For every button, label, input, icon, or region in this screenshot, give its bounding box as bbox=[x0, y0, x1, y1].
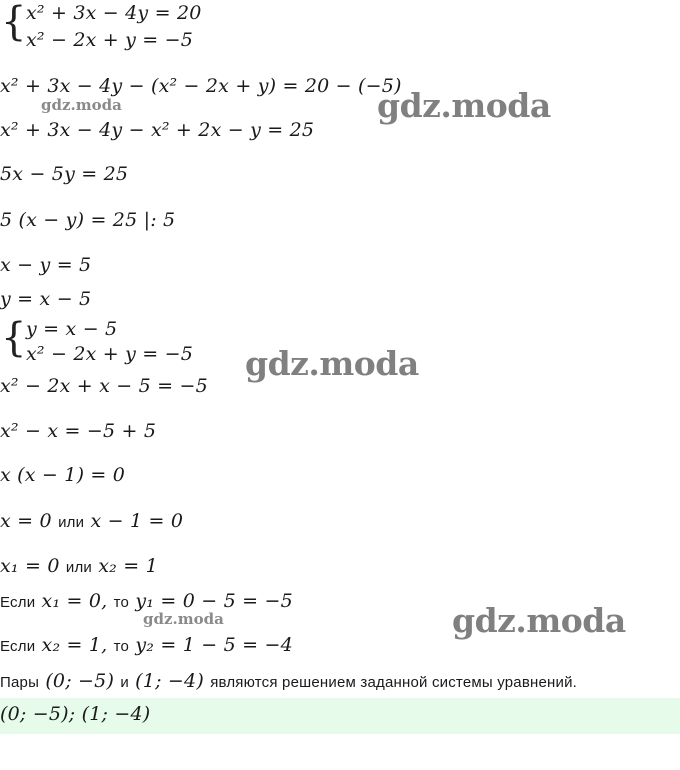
if-word: Если bbox=[0, 638, 36, 655]
watermark: gdz.moda bbox=[377, 86, 551, 125]
math-line: Если x₂ = 1, то y₂ = 1 − 5 = −4 bbox=[0, 634, 293, 656]
system2-equation1: y = x − 5 bbox=[26, 318, 118, 340]
system1-equation1: x² + 3x − 4y = 20 bbox=[26, 2, 202, 24]
answer-box bbox=[0, 698, 680, 734]
watermark: gdz.moda bbox=[41, 96, 122, 114]
math-line: Если x₁ = 0, то y₁ = 0 − 5 = −5 bbox=[0, 590, 293, 612]
math-line: x² + 3x − 4y − (x² − 2x + y) = 20 − (−5) bbox=[0, 75, 402, 97]
system-brace: { bbox=[1, 315, 27, 361]
if-word: Если bbox=[0, 594, 36, 611]
answer-text: (0; −5); (1; −4) bbox=[0, 703, 151, 725]
system2-equation2: x² − 2x + y = −5 bbox=[26, 343, 194, 365]
or-word: или bbox=[65, 559, 92, 576]
math-line: 5 (x − y) = 25 |: 5 bbox=[0, 209, 176, 231]
math-line: x² − 2x + x − 5 = −5 bbox=[0, 375, 208, 397]
math-line: x₁ = 0 или x₂ = 1 bbox=[0, 555, 158, 577]
math-line: y = x − 5 bbox=[0, 288, 92, 310]
system1-equation2: x² − 2x + y = −5 bbox=[26, 29, 194, 51]
math-line: x − y = 5 bbox=[0, 254, 92, 276]
or-word: или bbox=[58, 514, 85, 531]
math-line: x = 0 или x − 1 = 0 bbox=[0, 510, 184, 532]
watermark: gdz.moda bbox=[452, 601, 626, 640]
math-line: x² + 3x − 4y − x² + 2x − y = 25 bbox=[0, 119, 315, 141]
math-line: x (x − 1) = 0 bbox=[0, 464, 126, 486]
math-line: 5x − 5y = 25 bbox=[0, 163, 129, 185]
system-brace: { bbox=[1, 0, 27, 45]
watermark: gdz.moda bbox=[245, 344, 419, 383]
watermark: gdz.moda bbox=[143, 610, 224, 628]
then-word: то bbox=[113, 638, 130, 655]
then-word: то bbox=[113, 594, 130, 611]
conclusion-line: Пары (0; −5) и (1; −4) являются решением заданной системы уравнений. bbox=[0, 670, 578, 692]
math-line: x² − x = −5 + 5 bbox=[0, 420, 157, 442]
